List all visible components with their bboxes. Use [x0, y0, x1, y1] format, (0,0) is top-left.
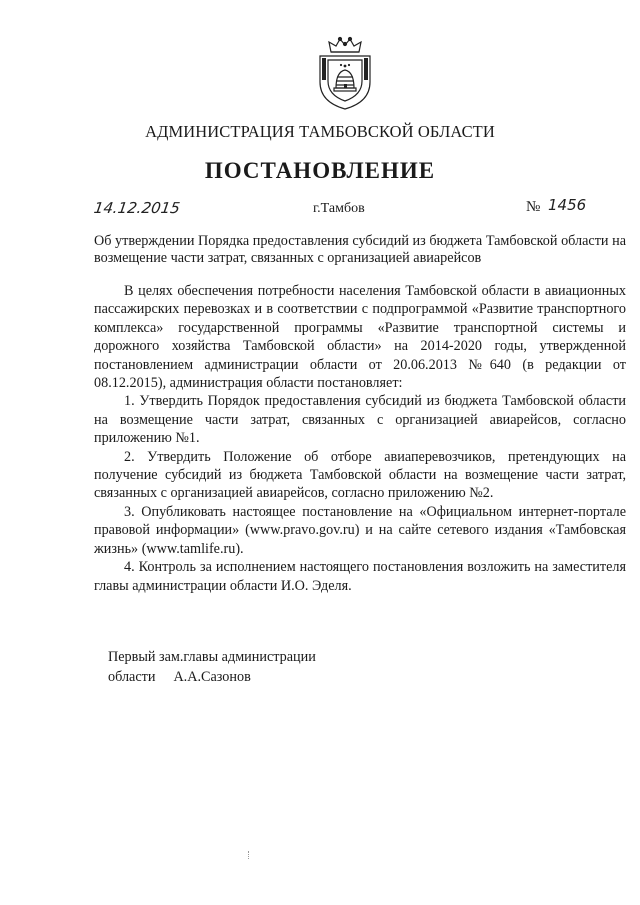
document-city: г.Тамбов	[313, 201, 365, 216]
preamble-paragraph: В целях обеспечения потребности населения Тамбовской области в авиационных пассажирских перевозках и в соответствии с подпрограммой «Развитие транспортного комплекса» государственной программы «Развитие транспортной системы и дорожного хозяйства Тамбовской области» на 2014-2020 годы, утвержденной постановлением администрации области от 20.06.2013 №640 (в редакции от 08.12.2015), администрация области постановляет:	[94, 283, 626, 392]
item-4-paragraph: 4. Контроль за исполнением настоящего постановления возложить на заместителя главы администрации области И.О. Эделя.	[94, 559, 626, 594]
document-date: 14.12.2015	[92, 199, 182, 217]
organization-name: АДМИНИСТРАЦИЯ ТАМБОВСКОЙ ОБЛАСТИ	[145, 122, 495, 141]
document-number: 1456	[548, 196, 587, 214]
item-3-paragraph: 3. Опубликовать настоящее постановление на «Официальном интернет-портале правовой информации» (www.pravo.gov.ru) и на сайте сетевого издания «Тамбовская жизнь» (www.tamlife.ru).	[94, 503, 626, 557]
signature-block	[108, 647, 316, 687]
document-subject: Об утверждении Порядка предоставления субсидий из бюджета Тамбовской области на возмещение части затрат, связанных с организацией авиарейсов	[94, 233, 626, 266]
document-type: ПОСТАНОВЛЕНИЕ	[204, 158, 436, 183]
scan-speck	[248, 851, 252, 859]
tambov-coat-of-arms-icon	[314, 36, 376, 112]
signer-position: Первый зам.главы администрации	[108, 649, 316, 665]
item-2-paragraph: 2. Утвердить Положение об отборе авиаперевозчиков, претендующих на получение субсидий из бюджета Тамбовской области на возмещение части затрат, связанных с организацией авиарейсов, согласно приложению №2.	[94, 448, 626, 502]
item-1-paragraph: 1. Утвердить Порядок предоставления субсидий из бюджета Тамбовской области на возмещение части затрат, связанных с организацией авиарейсов, согласно приложению №1.	[94, 393, 626, 447]
document-number-label: №	[526, 199, 541, 215]
signer-name: А.А.Сазонов	[173, 669, 251, 685]
signer-position-cont: области	[108, 669, 156, 685]
document-body	[94, 282, 626, 595]
